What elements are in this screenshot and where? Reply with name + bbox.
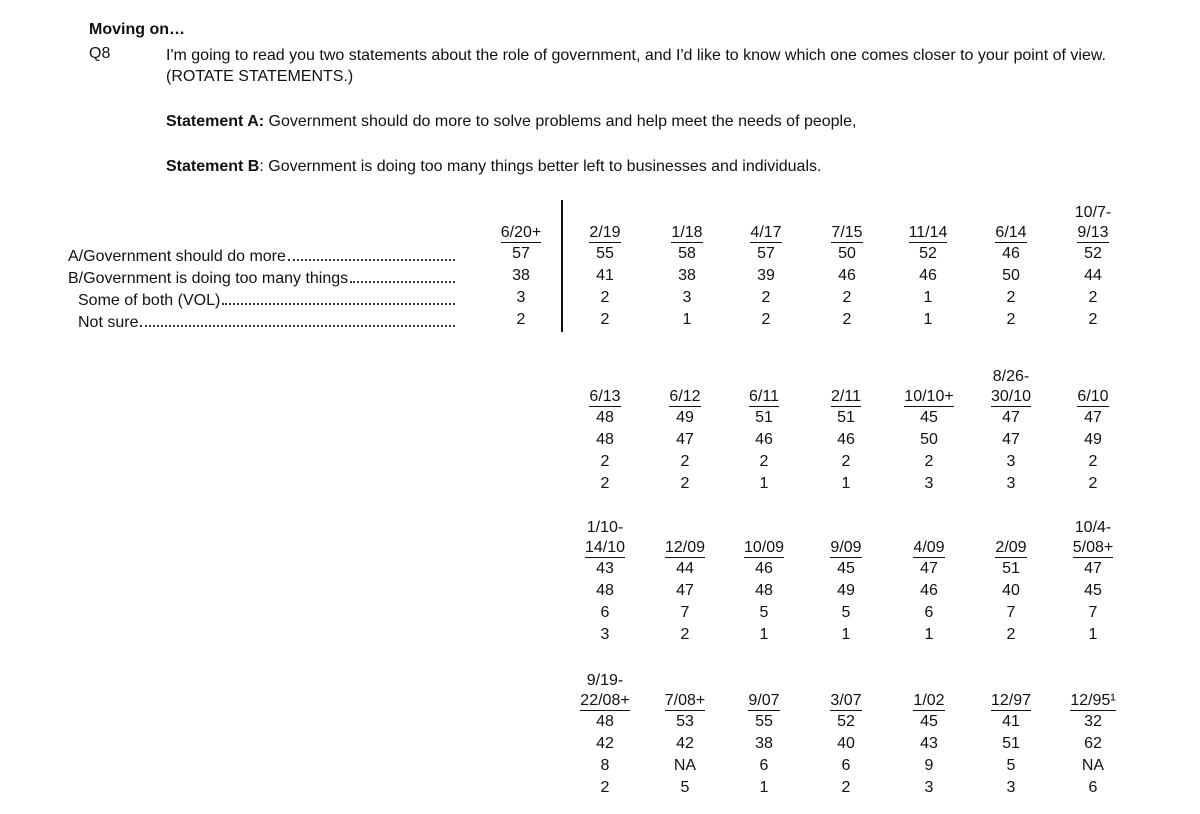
poll-value: 2 <box>1088 475 1098 492</box>
poll-date-line: 9/19- <box>586 672 624 689</box>
poll-value: 42 <box>596 735 614 752</box>
poll-date <box>1058 667 1128 711</box>
poll-value: 2 <box>841 453 851 470</box>
dot-leader <box>288 259 455 261</box>
poll-value: 52 <box>1084 245 1102 262</box>
poll-value: 2 <box>759 453 769 470</box>
poll-value: 46 <box>838 267 856 284</box>
poll-column <box>976 199 1046 331</box>
poll-date <box>894 363 964 407</box>
poll-value: 1 <box>923 289 933 306</box>
poll-date-line: 1/02 <box>913 692 945 709</box>
poll-column <box>486 199 556 331</box>
poll-value: 51 <box>1002 735 1020 752</box>
row-label <box>78 310 455 332</box>
poll-value: 2 <box>1006 626 1016 643</box>
poll-date <box>976 667 1046 711</box>
poll-value: 47 <box>920 560 938 577</box>
poll-column <box>729 363 799 495</box>
poll-date <box>811 363 881 407</box>
poll-value: 47 <box>1002 431 1020 448</box>
poll-date-line: 9/07 <box>748 692 780 709</box>
poll-value: 2 <box>680 453 690 470</box>
poll-date <box>486 199 556 243</box>
poll-column <box>894 514 964 646</box>
poll-date <box>650 363 720 407</box>
poll-date <box>731 199 801 243</box>
poll-date-line: 12/95¹ <box>1070 692 1116 709</box>
poll-value: 7 <box>1088 604 1098 621</box>
poll-date <box>812 199 882 243</box>
poll-date-line: 11/14 <box>908 224 948 241</box>
poll-date-line: 10/7- <box>1074 204 1112 221</box>
poll-value: 2 <box>600 453 610 470</box>
poll-value: 1 <box>1088 626 1098 643</box>
poll-value: 2 <box>1088 289 1098 306</box>
poll-value: NA <box>1081 757 1105 774</box>
poll-column <box>812 199 882 331</box>
question-number: Q8 <box>89 45 111 62</box>
poll-date-line: 30/10 <box>990 388 1032 405</box>
poll-column <box>1058 667 1128 799</box>
poll-value: 2 <box>600 779 610 796</box>
dot-leader <box>350 281 455 283</box>
poll-value: 2 <box>680 626 690 643</box>
poll-value: 2 <box>842 289 852 306</box>
poll-column <box>811 514 881 646</box>
poll-date-line: 12/97 <box>990 692 1032 709</box>
poll-value: 42 <box>676 735 694 752</box>
poll-value: 47 <box>676 431 694 448</box>
poll-value: 50 <box>1002 267 1020 284</box>
section-heading: Moving on… <box>89 21 185 38</box>
poll-column <box>570 363 640 495</box>
poll-date-line: 8/26- <box>992 368 1030 385</box>
poll-date-line: 6/12 <box>669 388 701 405</box>
poll-value: 2 <box>1088 453 1098 470</box>
poll-value: 50 <box>920 431 938 448</box>
poll-date-line: 3/07 <box>830 692 862 709</box>
poll-value: 55 <box>596 245 614 262</box>
poll-value: 6 <box>1088 779 1098 796</box>
poll-column <box>894 363 964 495</box>
poll-value: 47 <box>1084 560 1102 577</box>
poll-value: 7 <box>680 604 690 621</box>
poll-date <box>570 667 640 711</box>
poll-value: 57 <box>512 245 530 262</box>
poll-column <box>811 667 881 799</box>
poll-date-line: 6/13 <box>589 388 621 405</box>
poll-value: 41 <box>596 267 614 284</box>
poll-column <box>811 363 881 495</box>
poll-value: 1 <box>759 626 769 643</box>
poll-value: 46 <box>919 267 937 284</box>
poll-date-line: 6/14 <box>995 224 1027 241</box>
poll-value: 3 <box>924 475 934 492</box>
poll-date-line: 6/20+ <box>500 224 542 241</box>
poll-value: 2 <box>761 289 771 306</box>
poll-value: 45 <box>837 560 855 577</box>
poll-value: 3 <box>1006 475 1016 492</box>
poll-value: 45 <box>920 409 938 426</box>
poll-value: 52 <box>919 245 937 262</box>
poll-date-line: 7/15 <box>831 224 863 241</box>
poll-value: 47 <box>676 582 694 599</box>
poll-value: 6 <box>759 757 769 774</box>
poll-value: 38 <box>512 267 530 284</box>
poll-date-line: 10/4- <box>1074 519 1112 536</box>
row-label-text: Some of both (VOL) <box>78 292 221 309</box>
poll-value: 46 <box>755 431 773 448</box>
statement-b <box>166 158 821 176</box>
poll-column <box>729 514 799 646</box>
poll-value: 1 <box>682 311 692 328</box>
poll-value: 51 <box>1002 560 1020 577</box>
poll-date <box>650 514 720 558</box>
poll-value: 46 <box>837 431 855 448</box>
question-text: I'm going to read you two statements about the role of government, and I'd like to know which one comes closer to your point of view. (ROTATE STATEMENTS.) <box>166 47 1106 85</box>
row-label <box>68 266 455 288</box>
poll-date <box>652 199 722 243</box>
poll-value: 6 <box>600 604 610 621</box>
poll-value: 51 <box>755 409 773 426</box>
poll-column <box>976 667 1046 799</box>
poll-value: 8 <box>600 757 610 774</box>
poll-date-line: 9/13 <box>1077 224 1109 241</box>
row-label <box>68 244 455 266</box>
poll-column <box>570 667 640 799</box>
poll-date-line: 7/08+ <box>664 692 706 709</box>
row-label-text: Not sure <box>78 314 139 331</box>
poll-value: 2 <box>1088 311 1098 328</box>
poll-column <box>894 667 964 799</box>
poll-date <box>1058 514 1128 558</box>
poll-date <box>570 363 640 407</box>
poll-value: 5 <box>759 604 769 621</box>
poll-date-line: 4/17 <box>750 224 782 241</box>
poll-column <box>1058 363 1128 495</box>
poll-date <box>893 199 963 243</box>
poll-value: 3 <box>682 289 692 306</box>
poll-value: 53 <box>676 713 694 730</box>
poll-value: 40 <box>837 735 855 752</box>
dot-leader <box>140 325 455 327</box>
poll-value: 38 <box>755 735 773 752</box>
poll-value: 57 <box>757 245 775 262</box>
statement-a-label: Statement A: <box>166 113 265 130</box>
poll-value: 2 <box>680 475 690 492</box>
dot-leader <box>222 303 455 305</box>
poll-value: 2 <box>761 311 771 328</box>
poll-date <box>570 514 640 558</box>
poll-value: 7 <box>1006 604 1016 621</box>
poll-value: 1 <box>924 626 934 643</box>
poll-value: 3 <box>600 626 610 643</box>
statement-a <box>166 113 856 131</box>
poll-column <box>731 199 801 331</box>
poll-date <box>894 667 964 711</box>
poll-value: 1 <box>923 311 933 328</box>
poll-date <box>976 514 1046 558</box>
poll-value: 1 <box>841 626 851 643</box>
poll-value: 2 <box>1006 311 1016 328</box>
poll-date-line: 10/10+ <box>904 388 954 405</box>
poll-value: 52 <box>837 713 855 730</box>
poll-date-line: 6/10 <box>1077 388 1109 405</box>
poll-value: 2 <box>600 311 610 328</box>
statement-b-label: Statement B <box>166 158 260 175</box>
poll-value: 41 <box>1002 713 1020 730</box>
poll-column <box>893 199 963 331</box>
poll-value: 48 <box>596 713 614 730</box>
poll-date-line: 1/18 <box>671 224 703 241</box>
poll-value: 46 <box>920 582 938 599</box>
poll-date <box>976 363 1046 407</box>
poll-value: 5 <box>680 779 690 796</box>
poll-value: 2 <box>600 475 610 492</box>
column-divider <box>561 200 563 332</box>
poll-date-line: 22/08+ <box>580 692 630 709</box>
poll-value: 46 <box>755 560 773 577</box>
poll-value: 58 <box>678 245 696 262</box>
poll-date-line: 14/10 <box>584 539 626 556</box>
poll-column <box>650 667 720 799</box>
poll-value: 46 <box>1002 245 1020 262</box>
poll-date-line: 10/09 <box>743 539 785 556</box>
poll-date-line: 1/10- <box>586 519 624 536</box>
poll-column <box>650 363 720 495</box>
poll-value: 6 <box>841 757 851 774</box>
poll-date-line: 2/11 <box>831 388 861 405</box>
poll-date-line: 12/09 <box>664 539 706 556</box>
row-label-text: A/Government should do more <box>68 248 286 265</box>
poll-column <box>729 667 799 799</box>
poll-value: 51 <box>837 409 855 426</box>
poll-value: 49 <box>1084 431 1102 448</box>
poll-date <box>729 514 799 558</box>
poll-value: 43 <box>920 735 938 752</box>
poll-value: 2 <box>842 311 852 328</box>
poll-date-line: 4/09 <box>913 539 945 556</box>
poll-value: 1 <box>759 475 769 492</box>
poll-date-line: 2/09 <box>995 539 1027 556</box>
poll-date <box>811 514 881 558</box>
row-label <box>78 288 455 310</box>
poll-date <box>894 514 964 558</box>
poll-value: 48 <box>596 409 614 426</box>
row-label-text: B/Government is doing too many things <box>68 270 349 287</box>
poll-value: 47 <box>1084 409 1102 426</box>
poll-value: 6 <box>924 604 934 621</box>
poll-value: 49 <box>837 582 855 599</box>
poll-value: 3 <box>516 289 526 306</box>
poll-value: 44 <box>676 560 694 577</box>
poll-value: 49 <box>676 409 694 426</box>
poll-value: 50 <box>838 245 856 262</box>
poll-date-line: 9/09 <box>830 539 862 556</box>
poll-value: 45 <box>920 713 938 730</box>
poll-value: 39 <box>757 267 775 284</box>
poll-value: 2 <box>600 289 610 306</box>
poll-value: 47 <box>1002 409 1020 426</box>
poll-date <box>570 199 640 243</box>
poll-column <box>652 199 722 331</box>
poll-date <box>1058 199 1128 243</box>
poll-column <box>570 514 640 646</box>
poll-value: 55 <box>755 713 773 730</box>
poll-column <box>1058 199 1128 331</box>
poll-value: 5 <box>841 604 851 621</box>
poll-value: 45 <box>1084 582 1102 599</box>
poll-value: 43 <box>596 560 614 577</box>
poll-value: 1 <box>759 779 769 796</box>
poll-date <box>650 667 720 711</box>
poll-date-line: 2/19 <box>589 224 621 241</box>
poll-column <box>570 199 640 331</box>
poll-value: NA <box>673 757 697 774</box>
poll-date <box>976 199 1046 243</box>
poll-value: 48 <box>755 582 773 599</box>
poll-date <box>811 667 881 711</box>
statement-b-text: : Government is doing too many things better left to businesses and individuals. <box>259 158 822 175</box>
poll-date-line: 6/11 <box>749 388 779 405</box>
poll-value: 1 <box>841 475 851 492</box>
poll-column <box>976 363 1046 495</box>
poll-value: 2 <box>516 311 526 328</box>
poll-column <box>1058 514 1128 646</box>
poll-value: 38 <box>678 267 696 284</box>
poll-value: 48 <box>596 582 614 599</box>
poll-date <box>1058 363 1128 407</box>
poll-value: 48 <box>596 431 614 448</box>
poll-value: 2 <box>1006 289 1016 306</box>
poll-value: 3 <box>1006 453 1016 470</box>
poll-value: 9 <box>924 757 934 774</box>
poll-column <box>650 514 720 646</box>
poll-column <box>976 514 1046 646</box>
poll-value: 2 <box>841 779 851 796</box>
poll-date-line: 5/08+ <box>1072 539 1114 556</box>
poll-value: 32 <box>1084 713 1102 730</box>
poll-value: 62 <box>1084 735 1102 752</box>
poll-value: 5 <box>1006 757 1016 774</box>
poll-date <box>729 667 799 711</box>
poll-value: 40 <box>1002 582 1020 599</box>
statement-a-text: Government should do more to solve problems and help meet the needs of people, <box>264 113 857 130</box>
poll-value: 44 <box>1084 267 1102 284</box>
poll-value: 3 <box>1006 779 1016 796</box>
poll-date <box>729 363 799 407</box>
poll-value: 2 <box>924 453 934 470</box>
poll-value: 3 <box>924 779 934 796</box>
